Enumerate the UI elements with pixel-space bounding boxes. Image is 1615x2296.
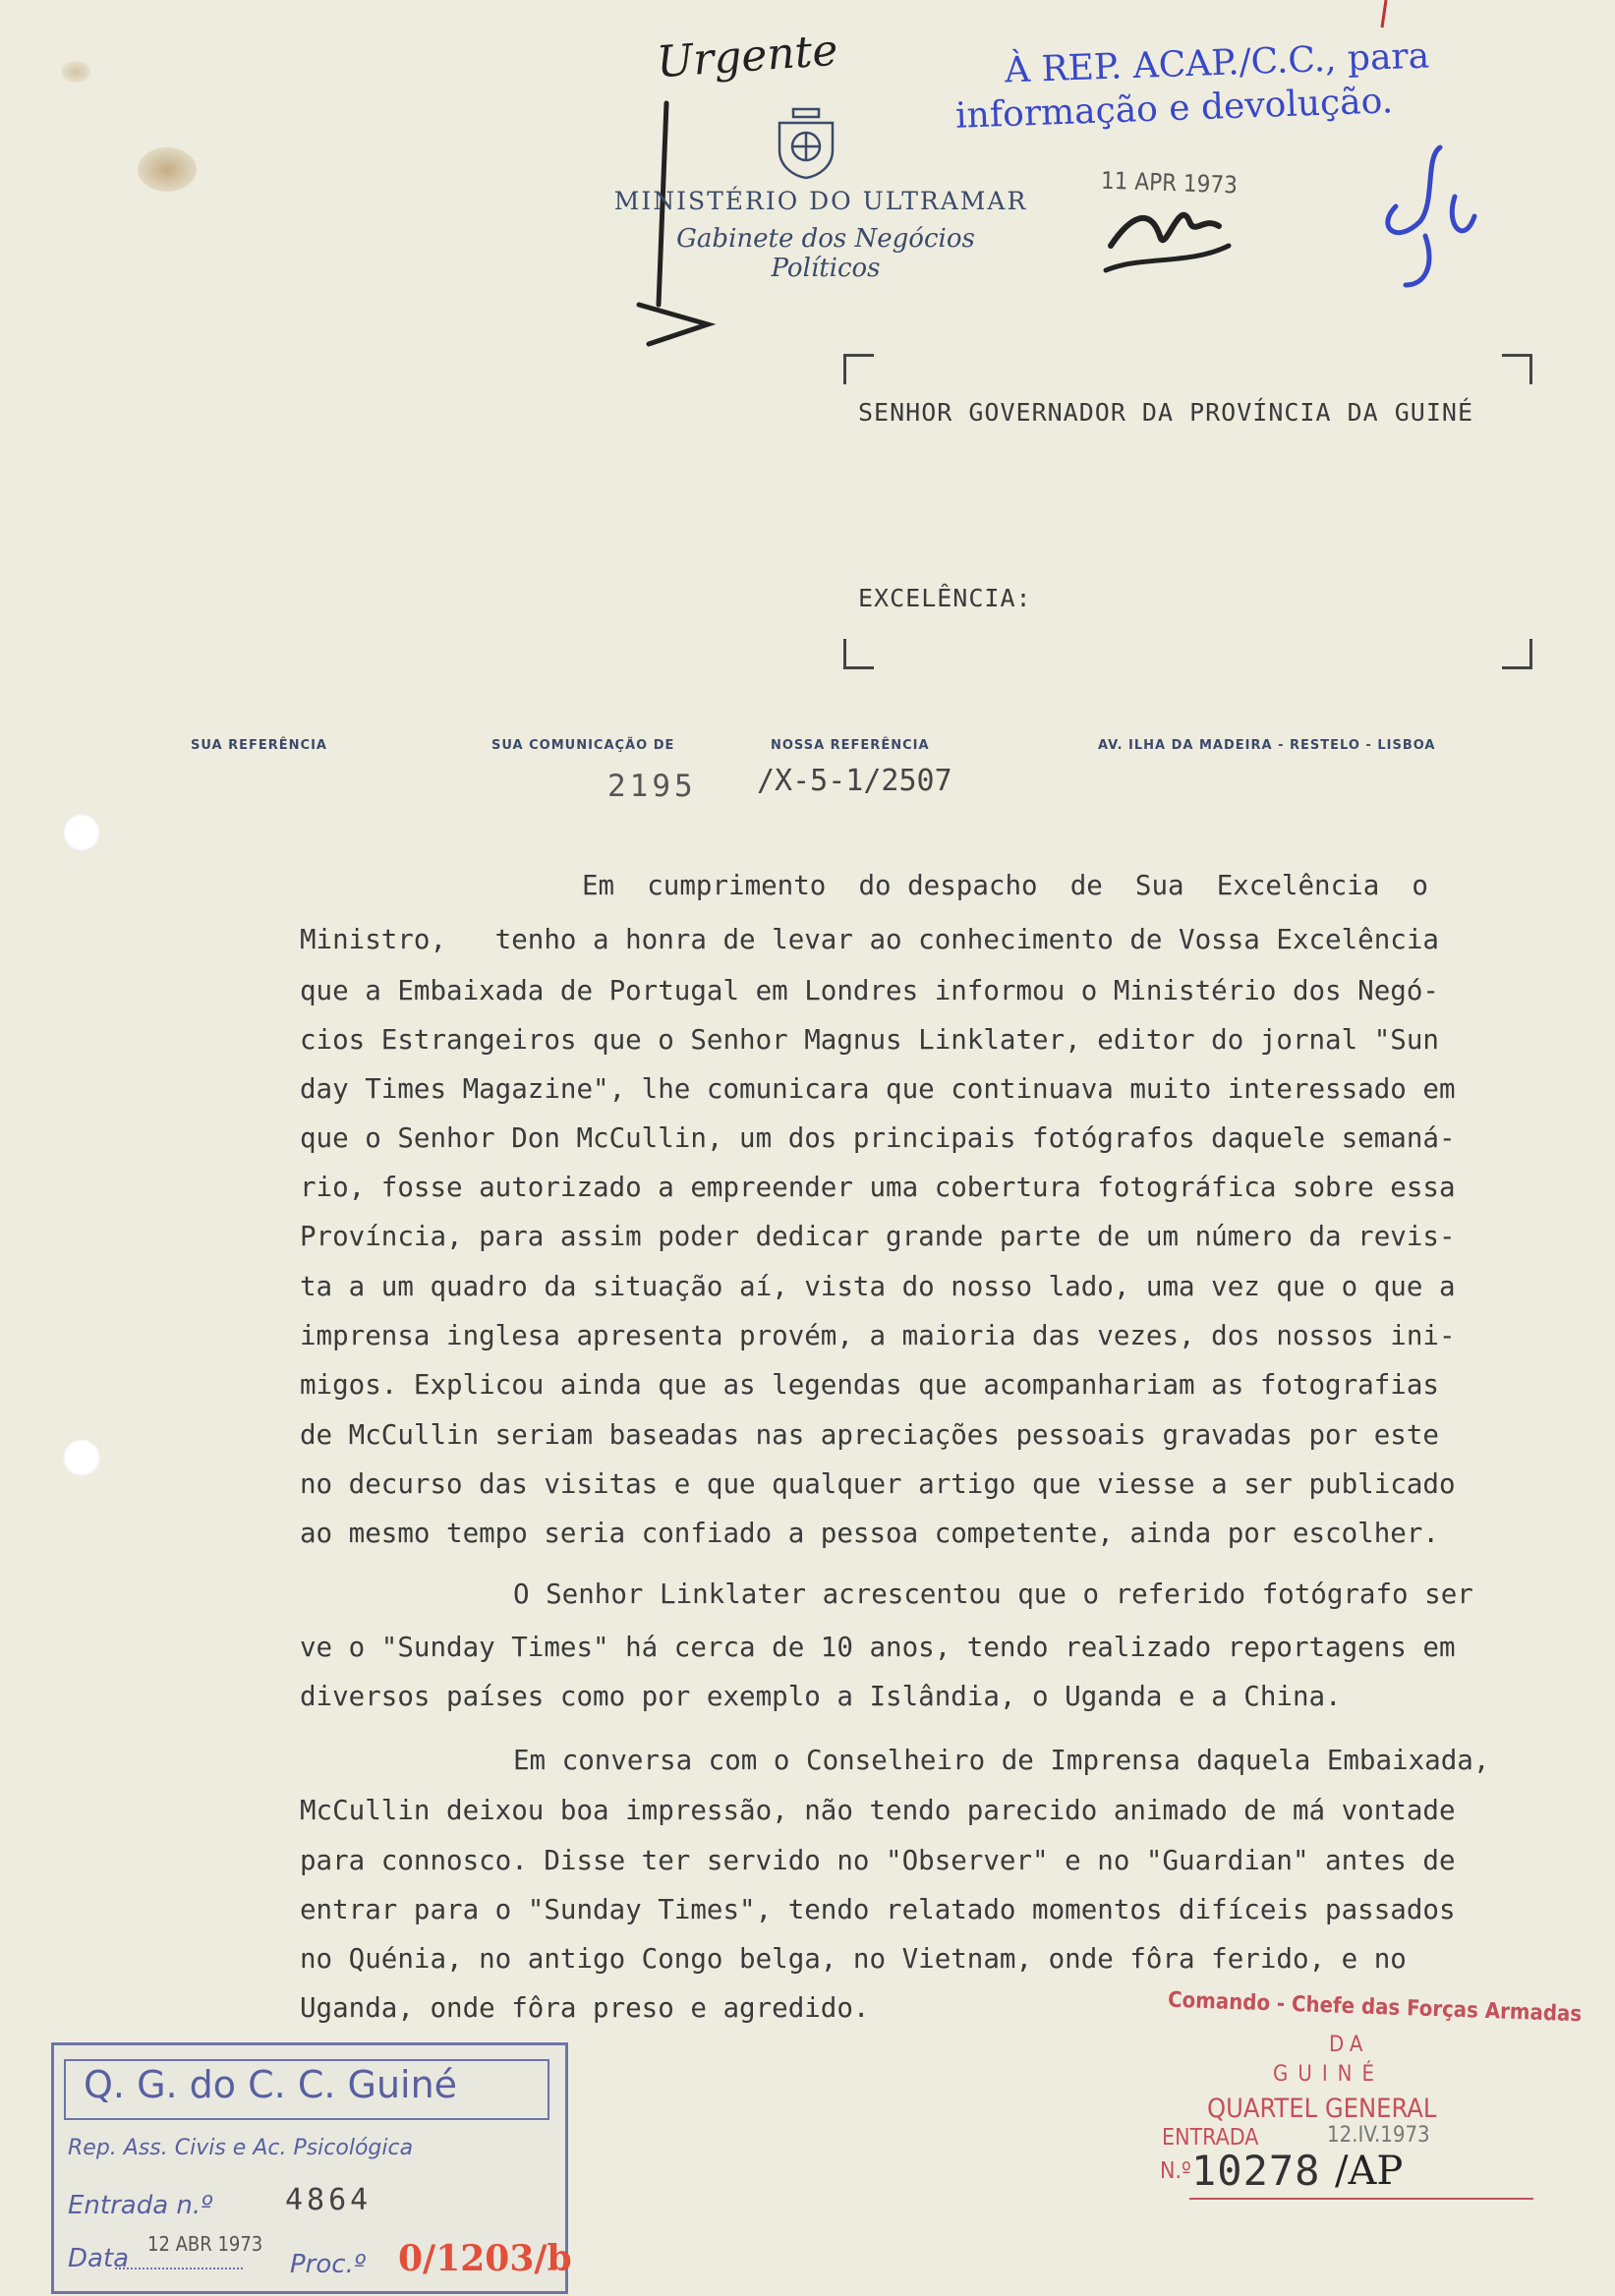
body-line: para connosco. Disse ter servido no "Observer" e no "Guardian" antes de (300, 1845, 1456, 1876)
stamp-subtitle: Rep. Ass. Civis e Ac. Psicológica (68, 2136, 414, 2160)
body-line: que o Senhor Don McCullin, um dos principais fotógrafos daquele semaná- (300, 1122, 1456, 1154)
address-corner-top-right (1502, 354, 1532, 384)
salutation: EXCELÊNCIA: (858, 584, 1032, 612)
body-line: rio, fosse autorizado a empreender uma cobertura fotográfica sobre essa (300, 1172, 1456, 1203)
address-corner-top-left (843, 354, 874, 384)
address-corner-bottom-right (1502, 639, 1532, 669)
body-line: ta a um quadro da situação aí, vista do nosso lado, uma vez que o que a (300, 1271, 1456, 1302)
body-line: Uganda, onde fôra preso e agredido. (300, 1992, 870, 2024)
cabinet-name: Gabinete dos Negócios Políticos (676, 224, 975, 283)
sua-comunicacao-value: 2195 (607, 769, 697, 804)
body-line: Província, para assim poder dedicar grande parte de um número da revis- (300, 1221, 1456, 1252)
ministry-name: MINISTÉRIO DO ULTRAMAR (613, 187, 1028, 215)
sua-referencia-label: SUA REFERÊNCIA (191, 738, 327, 753)
stamp-entrada-label: Entrada n.º (68, 2191, 213, 2220)
stamp-title: Q. G. do C. C. Guiné (84, 2063, 458, 2106)
address-label: AV. ILHA DA MADEIRA - RESTELO - LISBOA (1098, 738, 1436, 753)
body-line: ve o "Sunday Times" há cerca de 10 anos, tendo realizado reportagens em (300, 1632, 1456, 1663)
handwritten-instruction-line1: À REP. ACAP./C.C., para (1004, 35, 1430, 91)
hq-stamp-number-suffix: /AP (1335, 2149, 1404, 2194)
hq-stamp-entrada-label: ENTRADA (1162, 2125, 1259, 2151)
paper-stain (138, 147, 197, 192)
addressee: SENHOR GOVERNADOR DA PROVÍNCIA DA GUINÉ (858, 398, 1473, 427)
nossa-referencia-value: /X-5-1/2507 (757, 764, 952, 798)
stamp-data-value: 12 ABR 1973 (147, 2232, 263, 2256)
nossa-referencia-label: NOSSA REFERÊNCIA (771, 738, 930, 753)
body-line: migos. Explicou ainda que as legendas que acompanhariam as fotografias (300, 1369, 1439, 1401)
body-line: day Times Magazine", lhe comunicara que continuava muito interessado em (300, 1073, 1456, 1105)
hq-stamp-line1: Comando - Chefe das Forças Armadas (1167, 1987, 1583, 2028)
body-line: cios Estrangeiros que o Senhor Magnus Linklater, editor do jornal "Sun (300, 1024, 1439, 1056)
punch-hole (63, 814, 100, 851)
body-line: ao mesmo tempo seria confiado a pessoa competente, ainda por escolher. (300, 1518, 1439, 1549)
hq-stamp-entrada-date: 12.IV.1973 (1327, 2123, 1430, 2148)
stamp-entrada-value: 4864 (285, 2183, 373, 2217)
body-line: que a Embaixada de Portugal em Londres informou o Ministério dos Negó- (300, 975, 1439, 1006)
paper-stain (61, 61, 90, 83)
stamp-proc-value: 0/1203/b (398, 2238, 572, 2279)
body-line: McCullin deixou boa impressão, não tendo parecido animado de má vontade (300, 1795, 1456, 1826)
body-line: no Quénia, no antigo Congo belga, no Vietnam, onde fôra ferido, e no (300, 1943, 1407, 1975)
hq-stamp-number-value: 10278 (1191, 2147, 1321, 2195)
stamp-data-label: Data (68, 2244, 130, 2273)
handwritten-initials-blue (1366, 138, 1484, 295)
sua-comunicacao-label: SUA COMUNICAÇÃO DE (491, 738, 675, 753)
body-line: O Senhor Linklater acrescentou que o referido fotógrafo ser (513, 1578, 1473, 1610)
hq-stamp-line4: QUARTEL GENERAL (1207, 2094, 1437, 2124)
body-line: de McCullin seriam baseadas nas apreciações pessoais gravadas por este (300, 1419, 1439, 1451)
punch-hole (63, 1439, 100, 1476)
registration-stamp (51, 2042, 572, 2294)
address-corner-bottom-left (843, 639, 874, 669)
body-line: diversos países como por exemplo a Islândia, o Uganda e a China. (300, 1681, 1342, 1712)
coat-of-arms-icon (772, 103, 840, 182)
hq-stamp-underline (1189, 2198, 1533, 2200)
date-received-stamp: 11 APR 1973 (1100, 166, 1239, 200)
hq-stamp-line2: DA (1329, 2033, 1369, 2057)
body-line: entrar para o "Sunday Times", tendo relatado momentos difíceis passados (300, 1894, 1456, 1925)
body-line: no decurso das visitas e que qualquer artigo que viesse a ser publicado (300, 1468, 1456, 1500)
hq-stamp-line3: GUINÉ (1273, 2062, 1384, 2087)
handwritten-instruction-line2: informação e devolução. (954, 81, 1394, 137)
handwritten-urgent: Urgente (655, 25, 839, 88)
hq-stamp-number-label: N.º (1160, 2158, 1191, 2184)
body-line: Em conversa com o Conselheiro de Imprensa daquela Embaixada, (513, 1745, 1490, 1776)
body-line: Ministro, tenho a honra de levar ao conhecimento de Vossa Excelência (300, 924, 1439, 955)
stamp-proc-label: Proc.º (290, 2250, 367, 2279)
body-line: Em cumprimento do despacho de Sua Excelência o (582, 870, 1428, 901)
body-line: imprensa inglesa apresenta provém, a maioria das vezes, dos nossos ini- (300, 1320, 1456, 1351)
handwritten-tick (1366, 0, 1406, 39)
